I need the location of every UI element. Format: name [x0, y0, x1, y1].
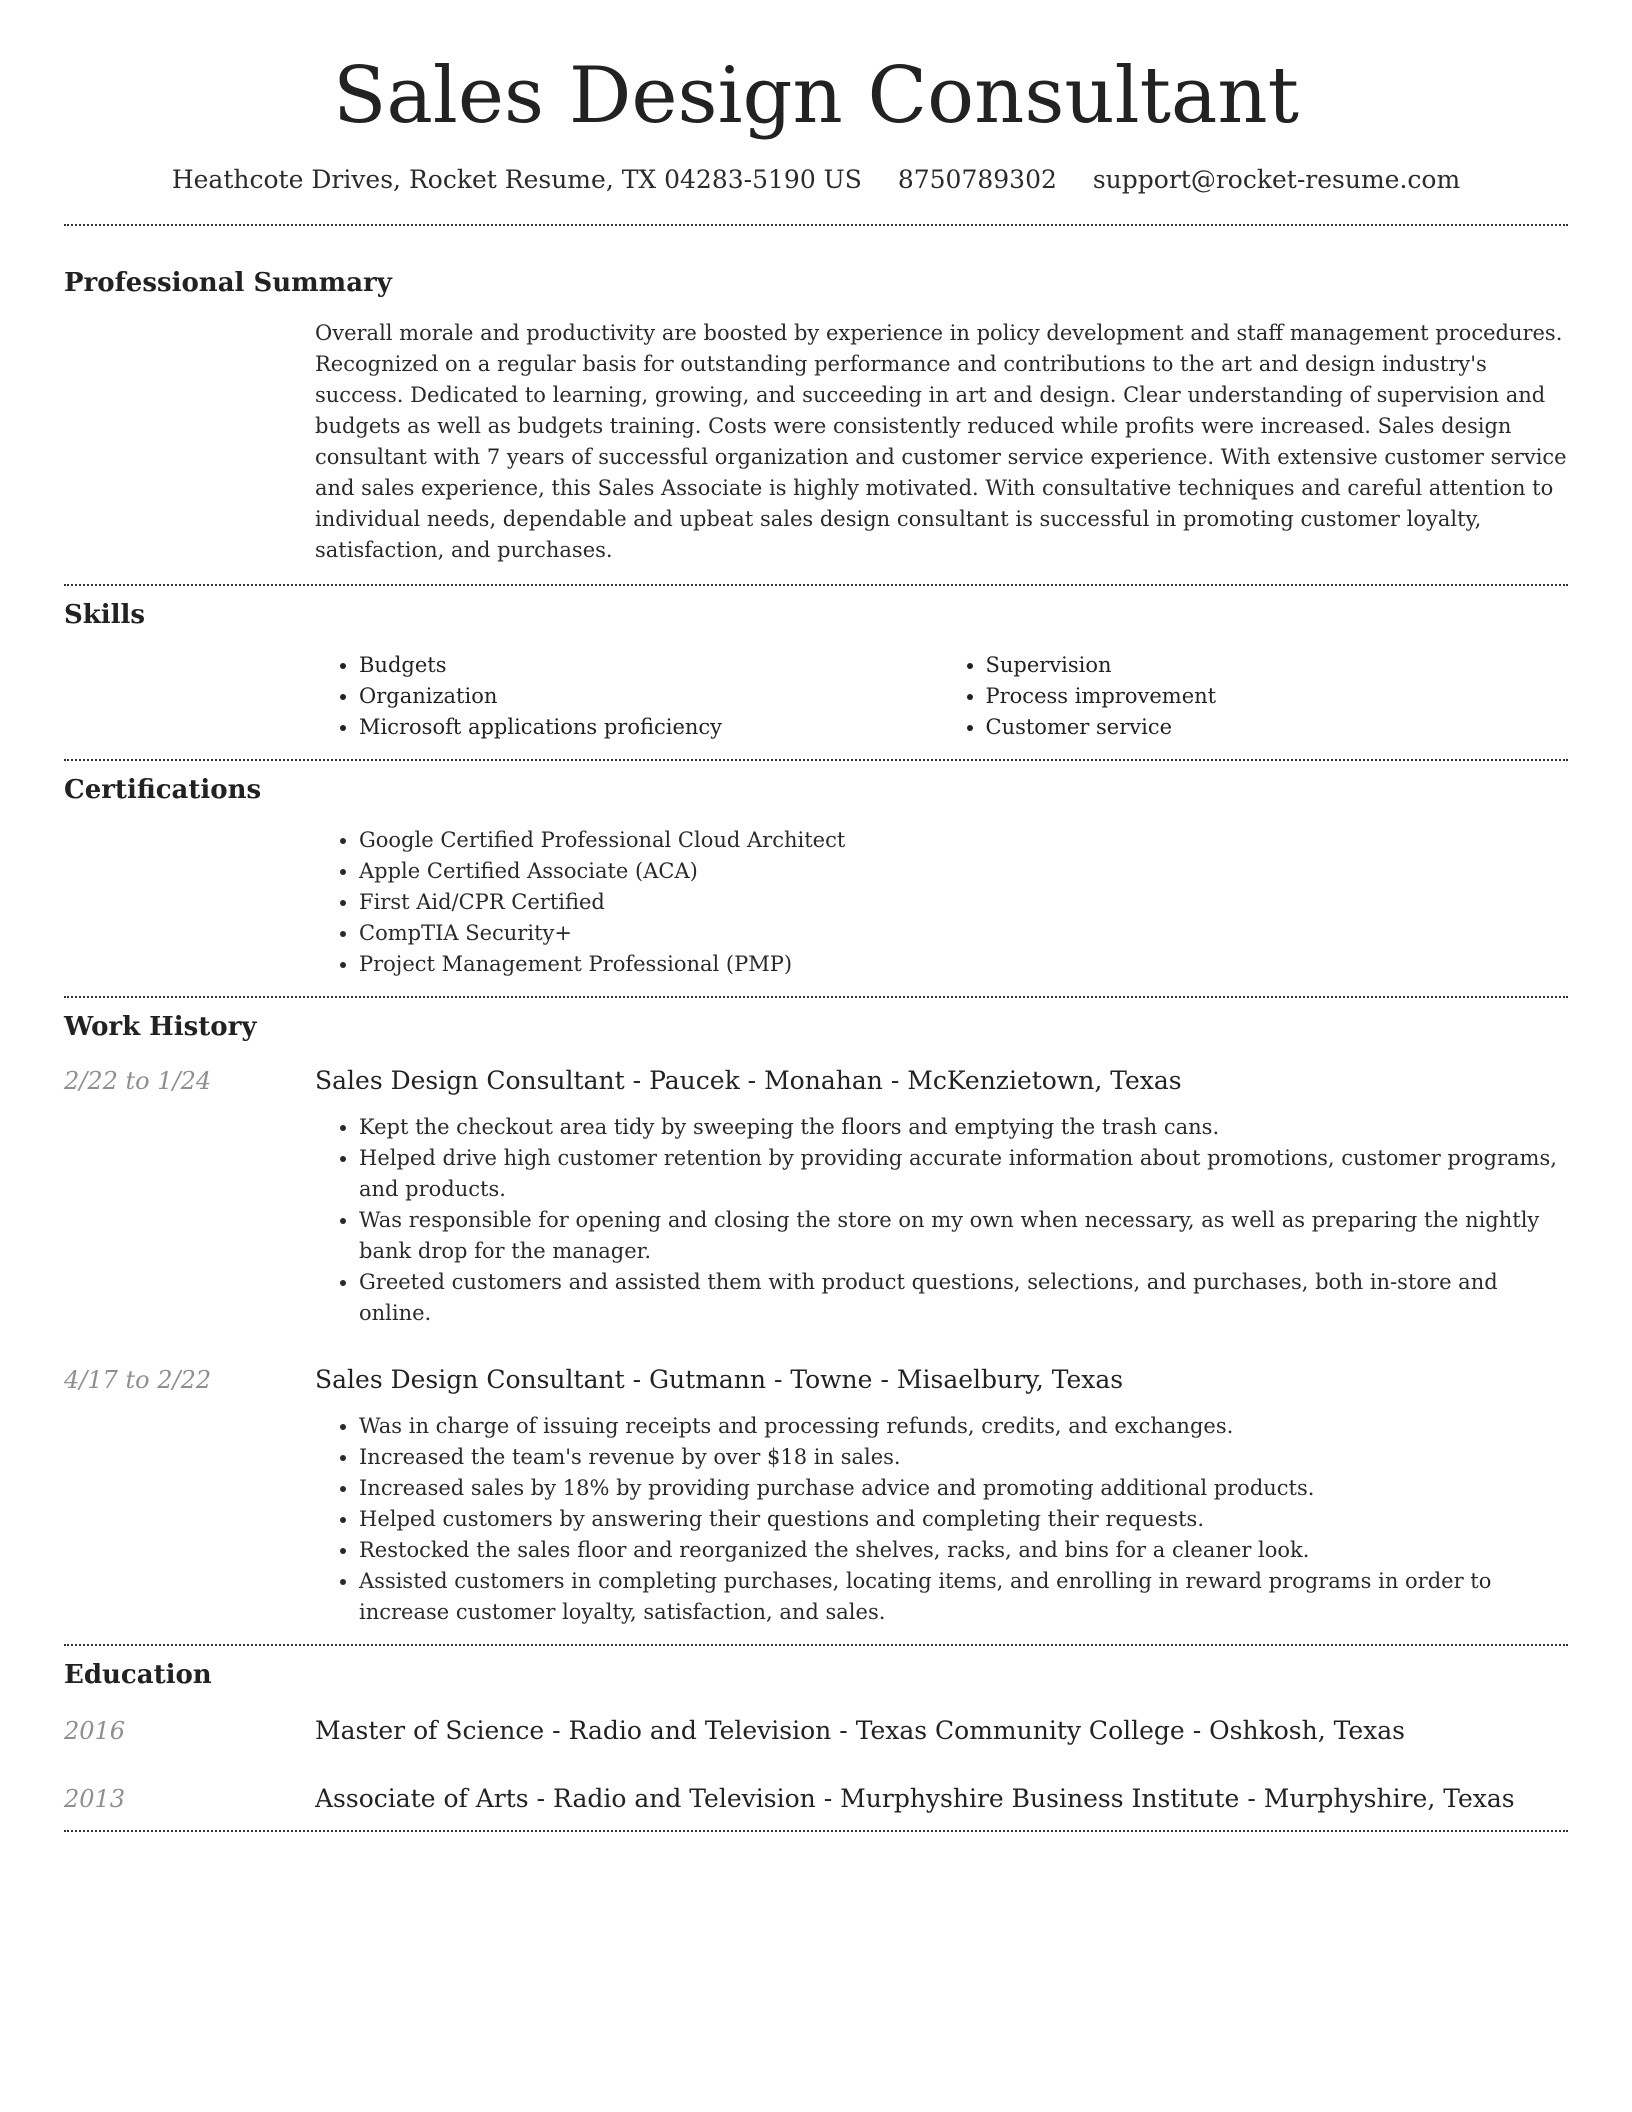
divider [64, 224, 1568, 226]
job-bullet: • Helped customers by answering their questions and completing their requests. [359, 1504, 1568, 1535]
education-heading: Master of Science - Radio and Television - Texas Community College - Oshkosh, Texas [315, 1716, 1405, 1745]
job-bullet: • Helped drive high customer retention by providing accurate information about promotions, customer programs, and products. [359, 1143, 1568, 1205]
job-company: Gutmann - Towne [649, 1365, 873, 1394]
divider [64, 584, 1568, 586]
education-school: Texas Community College [855, 1716, 1185, 1745]
candidate-name: Sales Design Consultant [332, 51, 1299, 141]
job-bullet: • Increased the team's revenue by over $18 in sales. [359, 1442, 1568, 1473]
skill-item: • Customer service [986, 712, 1569, 743]
contact-email: support@rocket-resume.com [1092, 165, 1461, 194]
job-details [315, 1411, 1568, 1628]
skills-section [64, 598, 1568, 743]
job-bullets [315, 1411, 1568, 1628]
job-entry [64, 1064, 1568, 1329]
education-location: Oshkosh, Texas [1209, 1716, 1405, 1745]
section-title-skills: Skills [64, 600, 146, 630]
job-bullet: • Was in charge of issuing receipts and processing refunds, credits, and exchanges. [359, 1411, 1568, 1442]
job-bullet: • Increased sales by 18% by providing purchase advice and promoting additional products. [359, 1473, 1568, 1504]
job-dates: 4/17 to 2/22 [64, 1366, 212, 1394]
section-title-certifications: Certifications [64, 775, 262, 805]
education-school: Murphyshire Business Institute [840, 1784, 1240, 1813]
certification-item: • Project Management Professional (PMP) [359, 949, 1568, 980]
job-entry [64, 1363, 1568, 1628]
education-year: 2013 [64, 1785, 126, 1813]
certification-item: • CompTIA Security+ [359, 918, 1568, 949]
education-field: Radio and Television [568, 1716, 832, 1745]
education-entry [64, 1782, 1568, 1816]
job-bullet: • Restocked the sales floor and reorganized the shelves, racks, and bins for a cleaner look. [359, 1535, 1568, 1566]
contact-address: Heathcote Drives, Rocket Resume, TX 04283-5190 US [171, 165, 862, 194]
certifications-content [315, 825, 1568, 980]
education-heading: Associate of Arts - Radio and Television - Murphyshire Business Institute - Murphyshire, Texas [315, 1784, 1515, 1813]
certification-item: • First Aid/CPR Certified [359, 887, 1568, 918]
certifications-section [64, 773, 1568, 980]
contact-line [64, 164, 1568, 196]
job-bullet: • Assisted customers in completing purchases, locating items, and enrolling in reward programs in order to increase customer loyalty, satisfaction, and sales. [359, 1566, 1568, 1628]
skill-item: • Budgets [359, 650, 942, 681]
divider [64, 759, 1568, 761]
job-bullet: • Greeted customers and assisted them with product questions, selections, and purchases, both in-store and online. [359, 1267, 1568, 1329]
job-company: Paucek - Monahan [649, 1066, 883, 1095]
skills-list-right [942, 650, 1569, 743]
education-field: Radio and Television [553, 1784, 816, 1813]
skill-item: • Process improvement [986, 681, 1569, 712]
education-year: 2016 [64, 1717, 126, 1745]
summary-content [315, 318, 1568, 566]
section-title-summary: Professional Summary [64, 268, 392, 298]
job-location: Misaelbury, Texas [896, 1365, 1124, 1394]
work-section [64, 1010, 1568, 1628]
job-heading: Sales Design Consultant - Gutmann - Towne - Misaelbury, Texas [315, 1365, 1124, 1394]
resume-page [64, 0, 1568, 1832]
certification-item: • Apple Certified Associate (ACA) [359, 856, 1568, 887]
education-section [64, 1658, 1568, 1816]
divider [64, 1830, 1568, 1832]
job-role: Sales Design Consultant [315, 1365, 625, 1394]
skill-item: • Microsoft applications proficiency [359, 712, 942, 743]
skills-list-left [315, 650, 942, 743]
divider [64, 996, 1568, 998]
divider [64, 1644, 1568, 1646]
summary-section [64, 266, 1568, 566]
job-bullets [315, 1112, 1568, 1329]
job-bullet: • Kept the checkout area tidy by sweeping the floors and emptying the trash cans. [359, 1112, 1568, 1143]
skill-item: • Organization [359, 681, 942, 712]
education-location: Murphyshire, Texas [1263, 1784, 1515, 1813]
certifications-list [315, 825, 1568, 980]
education-entry [64, 1714, 1568, 1748]
education-degree: Master of Science [315, 1716, 545, 1745]
section-title-education: Education [64, 1660, 212, 1690]
certification-item: • Google Certified Professional Cloud Architect [359, 825, 1568, 856]
summary-text: Overall morale and productivity are boosted by experience in policy development and staff management procedures. Recognized on a regular basis for outstanding performance and contributions to the art and design industry's success. Dedicated to learning, growing, and succeeding in art and design. Clear understanding of supervision and budgets as well as budgets training. Costs were consistently reduced while profits were increased. Sales design consultant with 7 years of successful organization and customer service experience. With extensive customer service and sales experience, this Sales Associate is highly motivated. With consultative techniques and careful attention to individual needs, dependable and upbeat sales design consultant is successful in promoting customer loyalty, satisfaction, and purchases. [315, 321, 1567, 562]
education-degree: Associate of Arts [315, 1784, 529, 1813]
contact-phone: 8750789302 [897, 165, 1057, 194]
job-role: Sales Design Consultant [315, 1066, 625, 1095]
skills-columns [315, 650, 1568, 743]
section-title-work: Work History [64, 1012, 257, 1042]
job-bullet: • Was responsible for opening and closing the store on my own when necessary, as well as preparing the nightly bank drop for the manager. [359, 1205, 1568, 1267]
job-heading: Sales Design Consultant - Paucek - Monahan - McKenzietown, Texas [315, 1066, 1182, 1095]
job-dates: 2/22 to 1/24 [64, 1067, 212, 1095]
job-details [315, 1112, 1568, 1329]
skill-item: • Supervision [986, 650, 1569, 681]
job-location: McKenzietown, Texas [907, 1066, 1182, 1095]
